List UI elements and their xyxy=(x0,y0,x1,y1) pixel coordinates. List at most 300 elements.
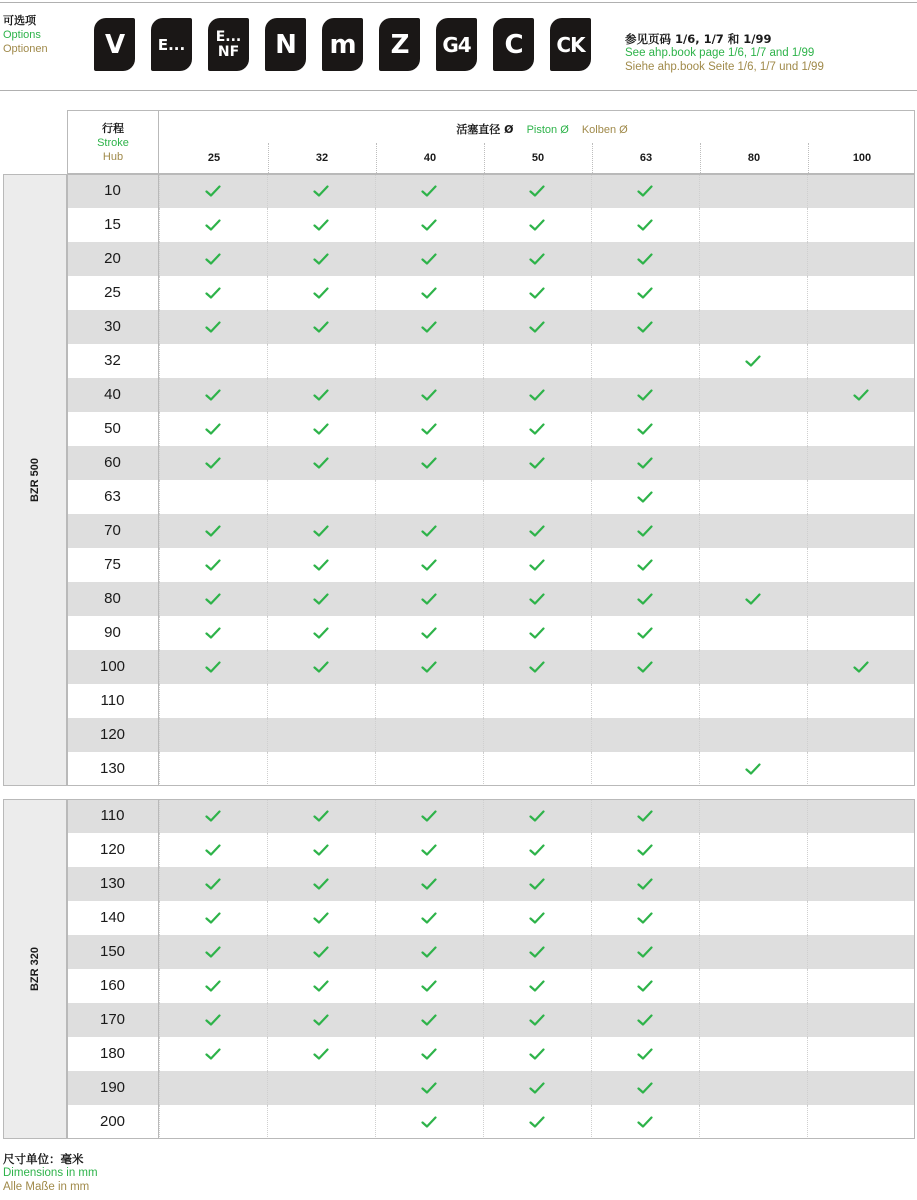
check-icon xyxy=(637,878,653,890)
availability-cell xyxy=(267,935,375,969)
check-icon xyxy=(313,810,329,822)
availability-cell xyxy=(483,548,591,582)
stroke-value: 25 xyxy=(67,276,159,310)
availability-cell xyxy=(483,718,591,752)
option-tile-c: C xyxy=(493,18,534,71)
check-icon xyxy=(637,946,653,958)
check-icon xyxy=(421,627,437,639)
availability-cell xyxy=(267,867,375,901)
availability-cell xyxy=(159,378,267,412)
availability-cell xyxy=(591,684,699,718)
availability-cell xyxy=(375,378,483,412)
check-icon xyxy=(529,321,545,333)
table-row xyxy=(67,276,915,310)
stroke-header xyxy=(68,111,159,173)
check-icon xyxy=(205,946,221,958)
check-icon xyxy=(529,219,545,231)
availability-cell xyxy=(159,480,267,514)
availability-cell xyxy=(267,344,375,378)
availability-cell xyxy=(591,310,699,344)
option-tile-z: Z xyxy=(379,18,420,71)
availability-cell xyxy=(483,752,591,786)
check-icon xyxy=(205,661,221,673)
check-icon xyxy=(637,810,653,822)
diameter-header: 80 xyxy=(747,152,761,164)
series-label xyxy=(3,174,67,786)
table-row xyxy=(67,969,915,1003)
check-icon xyxy=(313,559,329,571)
availability-cell xyxy=(591,276,699,310)
availability-cell xyxy=(483,935,591,969)
table-row xyxy=(67,242,915,276)
availability-cell xyxy=(159,833,267,867)
table-row xyxy=(67,867,915,901)
stroke-value: 110 xyxy=(67,684,159,718)
check-icon xyxy=(745,763,761,775)
availability-cell xyxy=(267,684,375,718)
availability-cell xyxy=(267,650,375,684)
stroke-value: 130 xyxy=(67,867,159,901)
diameter-header: 100 xyxy=(852,152,872,164)
availability-cell xyxy=(159,1037,267,1071)
stroke-value: 70 xyxy=(67,514,159,548)
check-icon xyxy=(421,423,437,435)
availability-cell xyxy=(807,752,915,786)
table-row xyxy=(67,752,915,786)
availability-cell xyxy=(591,378,699,412)
availability-cell xyxy=(591,548,699,582)
stroke-value: 130 xyxy=(67,752,159,786)
check-icon xyxy=(745,355,761,367)
check-icon xyxy=(421,593,437,605)
availability-cell xyxy=(807,344,915,378)
table-row xyxy=(67,616,915,650)
availability-cell xyxy=(267,1071,375,1105)
stroke-value: 140 xyxy=(67,901,159,935)
availability-cell xyxy=(375,833,483,867)
check-icon xyxy=(637,627,653,639)
availability-cell xyxy=(375,344,483,378)
check-icon xyxy=(313,389,329,401)
availability-cell xyxy=(591,833,699,867)
check-icon xyxy=(529,185,545,197)
check-icon xyxy=(421,389,437,401)
check-icon xyxy=(637,1014,653,1026)
reference-note xyxy=(625,32,824,74)
table-row xyxy=(67,582,915,616)
availability-cell xyxy=(483,1037,591,1071)
check-icon xyxy=(205,253,221,265)
check-icon xyxy=(205,321,221,333)
check-icon xyxy=(529,946,545,958)
availability-cell xyxy=(159,548,267,582)
stroke-value: 32 xyxy=(67,344,159,378)
availability-cell xyxy=(699,1037,807,1071)
availability-cell xyxy=(807,833,915,867)
availability-cell xyxy=(483,412,591,446)
stroke-value: 160 xyxy=(67,969,159,1003)
availability-cell xyxy=(375,799,483,833)
check-icon xyxy=(637,559,653,571)
stroke-value: 15 xyxy=(67,208,159,242)
availability-cell xyxy=(699,616,807,650)
check-icon xyxy=(529,810,545,822)
availability-cell xyxy=(699,650,807,684)
availability-cell xyxy=(807,1071,915,1105)
check-icon xyxy=(313,627,329,639)
column-divider xyxy=(592,143,593,173)
availability-cell xyxy=(375,1071,483,1105)
stroke-value: 63 xyxy=(67,480,159,514)
stroke-value: 170 xyxy=(67,1003,159,1037)
stroke-value: 75 xyxy=(67,548,159,582)
stroke-header-de: Hub xyxy=(102,151,124,163)
availability-cell xyxy=(267,174,375,208)
check-icon xyxy=(529,980,545,992)
check-icon xyxy=(637,287,653,299)
check-icon xyxy=(205,457,221,469)
availability-cell xyxy=(591,208,699,242)
check-icon xyxy=(853,389,869,401)
check-icon xyxy=(637,1082,653,1094)
availability-cell xyxy=(591,1003,699,1037)
availability-cell xyxy=(483,1003,591,1037)
availability-cell xyxy=(699,752,807,786)
check-icon xyxy=(205,878,221,890)
availability-cell xyxy=(159,208,267,242)
availability-cell xyxy=(807,412,915,446)
availability-cell xyxy=(807,514,915,548)
check-icon xyxy=(637,321,653,333)
availability-cell xyxy=(267,208,375,242)
table-row xyxy=(67,684,915,718)
availability-cell xyxy=(699,684,807,718)
availability-cell xyxy=(699,582,807,616)
check-icon xyxy=(205,844,221,856)
table-row xyxy=(67,935,915,969)
availability-cell xyxy=(267,412,375,446)
check-icon xyxy=(313,844,329,856)
diameter-header: 63 xyxy=(639,152,653,164)
availability-cell xyxy=(699,242,807,276)
check-icon xyxy=(313,878,329,890)
check-icon xyxy=(853,661,869,673)
stroke-value: 150 xyxy=(67,935,159,969)
availability-cell xyxy=(483,310,591,344)
table-row xyxy=(67,174,915,208)
section-divider xyxy=(0,90,917,91)
availability-cell xyxy=(375,446,483,480)
check-icon xyxy=(313,321,329,333)
availability-cell xyxy=(807,650,915,684)
availability-cell xyxy=(159,718,267,752)
check-icon xyxy=(529,423,545,435)
availability-cell xyxy=(375,969,483,1003)
availability-cell xyxy=(267,718,375,752)
availability-cell xyxy=(159,867,267,901)
availability-cell xyxy=(699,446,807,480)
diameter-header: 50 xyxy=(531,152,545,164)
availability-cell xyxy=(699,867,807,901)
table-header xyxy=(67,110,915,174)
availability-cell xyxy=(375,208,483,242)
check-icon xyxy=(313,423,329,435)
stroke-value: 200 xyxy=(67,1105,159,1139)
availability-cell xyxy=(267,446,375,480)
availability-cell xyxy=(591,174,699,208)
check-icon xyxy=(529,457,545,469)
availability-cell xyxy=(375,935,483,969)
availability-cell xyxy=(375,867,483,901)
check-icon xyxy=(205,287,221,299)
availability-cell xyxy=(375,1003,483,1037)
availability-cell xyxy=(483,242,591,276)
availability-cell xyxy=(483,582,591,616)
check-icon xyxy=(637,980,653,992)
availability-cell xyxy=(375,1037,483,1071)
reference-en: See ahp.book page 1/6, 1/7 and 1/99 xyxy=(625,47,815,59)
check-icon xyxy=(421,321,437,333)
check-icon xyxy=(637,1116,653,1128)
availability-cell xyxy=(375,1105,483,1139)
check-icon xyxy=(421,912,437,924)
diameter-header: 40 xyxy=(423,152,437,164)
option-tile-n: N xyxy=(265,18,306,71)
availability-cell xyxy=(267,480,375,514)
option-tile-v: V xyxy=(94,18,135,71)
availability-cell xyxy=(267,833,375,867)
check-icon xyxy=(637,219,653,231)
series-label xyxy=(3,799,67,1139)
units-zh: 尺寸单位：毫米 xyxy=(3,1152,84,1166)
availability-cell xyxy=(267,378,375,412)
availability-cell xyxy=(591,242,699,276)
availability-cell xyxy=(483,901,591,935)
table-row xyxy=(67,378,915,412)
check-icon xyxy=(529,559,545,571)
stroke-value: 110 xyxy=(67,799,159,833)
option-tile-e: E... xyxy=(151,18,192,71)
check-icon xyxy=(205,559,221,571)
availability-cell xyxy=(807,935,915,969)
check-icon xyxy=(421,287,437,299)
availability-cell xyxy=(483,616,591,650)
availability-cell xyxy=(267,548,375,582)
stroke-header-en: Stroke xyxy=(97,137,129,149)
availability-cell xyxy=(375,480,483,514)
table-row xyxy=(67,1071,915,1105)
table-row xyxy=(67,650,915,684)
check-icon xyxy=(205,1014,221,1026)
availability-cell xyxy=(159,514,267,548)
check-icon xyxy=(205,185,221,197)
option-tile-g4: G4 xyxy=(436,18,477,71)
availability-cell xyxy=(699,344,807,378)
availability-cell xyxy=(267,799,375,833)
availability-cell xyxy=(591,582,699,616)
check-icon xyxy=(529,593,545,605)
check-icon xyxy=(637,389,653,401)
option-tile-ck: CK xyxy=(550,18,591,71)
availability-cell xyxy=(699,276,807,310)
availability-cell xyxy=(591,799,699,833)
check-icon xyxy=(421,878,437,890)
availability-cell xyxy=(591,514,699,548)
availability-cell xyxy=(699,310,807,344)
options-label-en: Options xyxy=(3,29,41,41)
table-row xyxy=(67,446,915,480)
units-note xyxy=(3,1152,98,1194)
check-icon xyxy=(205,525,221,537)
availability-cell xyxy=(699,969,807,1003)
series-label-text: BZR 320 xyxy=(29,946,41,992)
availability-cell xyxy=(807,1037,915,1071)
stroke-value: 180 xyxy=(67,1037,159,1071)
availability-cell xyxy=(483,833,591,867)
check-icon xyxy=(421,559,437,571)
availability-cell xyxy=(267,582,375,616)
table-row xyxy=(67,480,915,514)
check-icon xyxy=(313,1048,329,1060)
availability-cell xyxy=(375,901,483,935)
check-icon xyxy=(529,661,545,673)
availability-cell xyxy=(699,412,807,446)
stroke-header-zh: 行程 xyxy=(102,122,124,135)
availability-cell xyxy=(699,1071,807,1105)
availability-cell xyxy=(699,901,807,935)
availability-cell xyxy=(375,684,483,718)
availability-cell xyxy=(591,344,699,378)
availability-cell xyxy=(159,935,267,969)
column-divider xyxy=(268,143,269,173)
availability-cell xyxy=(267,969,375,1003)
check-icon xyxy=(637,423,653,435)
availability-cell xyxy=(159,969,267,1003)
options-label-zh: 可选项 xyxy=(3,14,36,27)
diameter-header: 25 xyxy=(207,152,221,164)
availability-cell xyxy=(807,378,915,412)
availability-cell xyxy=(159,242,267,276)
availability-cell xyxy=(267,616,375,650)
availability-cell xyxy=(159,1071,267,1105)
check-icon xyxy=(313,912,329,924)
check-icon xyxy=(421,457,437,469)
stroke-value: 60 xyxy=(67,446,159,480)
availability-cell xyxy=(267,310,375,344)
availability-cell xyxy=(159,799,267,833)
availability-cell xyxy=(807,1105,915,1139)
stroke-value: 10 xyxy=(67,174,159,208)
check-icon xyxy=(529,912,545,924)
availability-cell xyxy=(375,412,483,446)
column-divider xyxy=(376,143,377,173)
availability-cell xyxy=(699,833,807,867)
stroke-value: 50 xyxy=(67,412,159,446)
availability-cell xyxy=(483,276,591,310)
availability-cell xyxy=(159,616,267,650)
availability-cell xyxy=(375,548,483,582)
availability-cell xyxy=(591,1071,699,1105)
check-icon xyxy=(421,253,437,265)
availability-cell xyxy=(807,480,915,514)
table-row xyxy=(67,310,915,344)
table-row xyxy=(67,1105,915,1139)
check-icon xyxy=(421,1082,437,1094)
availability-cell xyxy=(483,969,591,1003)
availability-cell xyxy=(483,480,591,514)
availability-cell xyxy=(807,867,915,901)
check-icon xyxy=(637,185,653,197)
availability-cell xyxy=(483,174,591,208)
check-icon xyxy=(745,593,761,605)
options-label-de: Optionen xyxy=(3,43,48,55)
availability-cell xyxy=(591,935,699,969)
availability-cell xyxy=(699,1105,807,1139)
check-icon xyxy=(421,185,437,197)
check-icon xyxy=(529,253,545,265)
piston-header-zh: 活塞直径 Ø xyxy=(456,123,514,136)
check-icon xyxy=(421,1014,437,1026)
diameter-header: 32 xyxy=(315,152,329,164)
availability-cell xyxy=(699,174,807,208)
check-icon xyxy=(313,287,329,299)
check-icon xyxy=(313,980,329,992)
check-icon xyxy=(205,389,221,401)
availability-cell xyxy=(159,684,267,718)
availability-cell xyxy=(375,752,483,786)
piston-header-de: Kolben Ø xyxy=(581,124,628,136)
availability-cell xyxy=(591,446,699,480)
availability-cell xyxy=(699,480,807,514)
availability-cell xyxy=(807,242,915,276)
availability-cell xyxy=(375,310,483,344)
check-icon xyxy=(421,946,437,958)
stroke-value: 120 xyxy=(67,718,159,752)
availability-cell xyxy=(807,1003,915,1037)
availability-cell xyxy=(807,969,915,1003)
units-de: Alle Maße in mm xyxy=(3,1181,90,1193)
check-icon xyxy=(421,1048,437,1060)
availability-cell xyxy=(159,1003,267,1037)
option-tile-e-nf: E... NF xyxy=(208,18,249,71)
availability-cell xyxy=(375,582,483,616)
piston-header-en: Piston Ø xyxy=(526,124,569,136)
check-icon xyxy=(637,593,653,605)
series-label-text: BZR 500 xyxy=(29,457,41,503)
availability-cell xyxy=(267,514,375,548)
availability-cell xyxy=(267,276,375,310)
availability-cell xyxy=(699,514,807,548)
availability-cell xyxy=(699,935,807,969)
check-icon xyxy=(205,980,221,992)
availability-cell xyxy=(375,242,483,276)
availability-cell xyxy=(159,901,267,935)
stroke-value: 20 xyxy=(67,242,159,276)
check-icon xyxy=(637,457,653,469)
check-icon xyxy=(205,219,221,231)
check-icon xyxy=(421,1116,437,1128)
check-icon xyxy=(529,1082,545,1094)
check-icon xyxy=(637,844,653,856)
check-icon xyxy=(421,980,437,992)
check-icon xyxy=(529,389,545,401)
availability-cell xyxy=(591,480,699,514)
availability-cell xyxy=(591,412,699,446)
top-rule xyxy=(0,2,917,3)
check-icon xyxy=(205,627,221,639)
table-row xyxy=(67,1037,915,1071)
column-divider xyxy=(700,143,701,173)
